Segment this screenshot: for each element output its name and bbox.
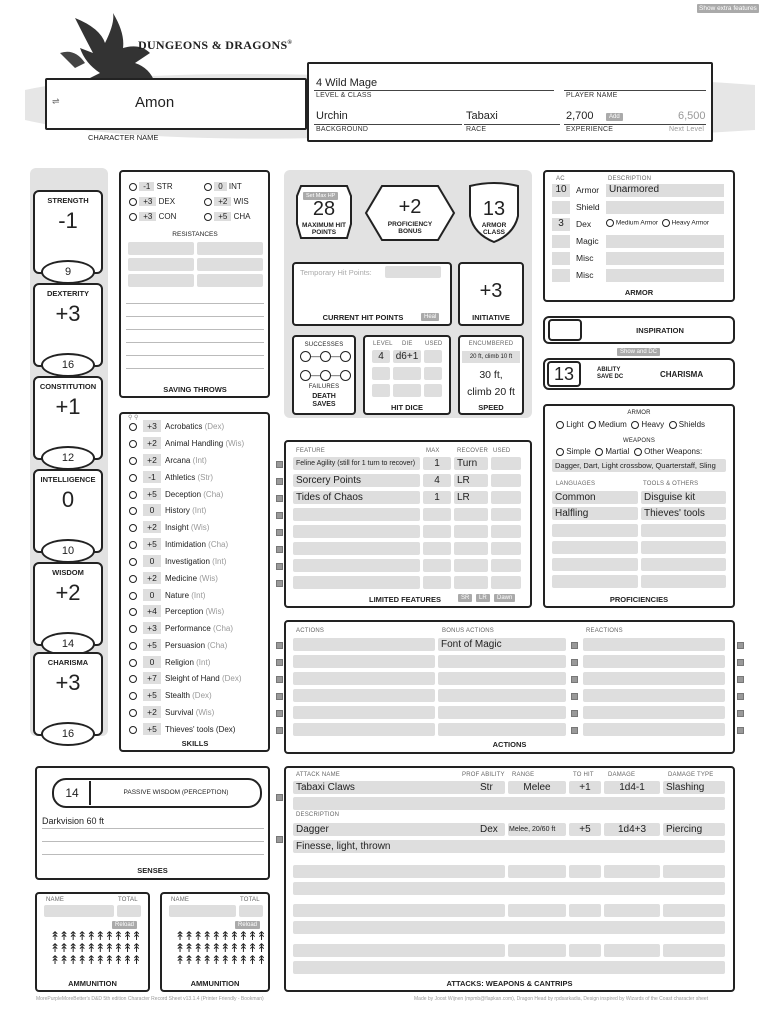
spell-dc-label: ABILITY SAVE DC [597,367,624,380]
weapon-list[interactable]: Dagger, Dart, Light crossbow, Quarterstaff, Sling [552,459,726,472]
reload-button-2[interactable]: Reload [235,921,260,929]
footer-right: Made by Joost Wijnen (mpmb@flapkan.com), Dragon Head by rpdsarkadia, Design inspired by Wizards of the Coast character sheet [414,996,709,1002]
skill-acrobatics[interactable]: +3 Acrobatics (Dex) [129,420,269,436]
skill-insight[interactable]: +2 Insight (Wis) [129,521,269,537]
skill-intimidation[interactable]: +5 Intimidation (Cha) [129,538,269,554]
initiative-label: INITIATIVE [472,313,510,322]
speed-label: SPEED [478,403,504,412]
senses-text[interactable]: Darkvision 60 ft [42,816,105,826]
speed-line1[interactable]: 30 ft, [479,369,503,381]
attack-2-description[interactable]: Finesse, light, thrown [293,840,725,853]
attacks-title: ATTACKS: WEAPONS & CANTRIPS [446,979,573,988]
name-toggle-icon[interactable]: ⇌ [52,96,60,106]
show-extra-features-button[interactable]: Show extra features [699,5,757,12]
inspiration-label: INSPIRATION [636,326,684,335]
skill-arcana[interactable]: +2 Arcana (Int) [129,454,269,470]
tool-2[interactable]: Thieves' tools [641,507,726,520]
failures-label: FAILURES [308,384,340,390]
arrow-icons-2[interactable]: ↟↟↟↟↟↟↟↟↟↟ ↟↟↟↟↟↟↟↟↟↟ ↟↟↟↟↟↟↟↟↟↟ [175,929,266,967]
logo-text: DUNGEONS & DRAGONS® [138,38,293,52]
race-label: RACE [466,126,487,133]
level-class-label: LEVEL & CLASS [316,92,372,99]
experience-label: EXPERIENCE [566,126,614,133]
senses-title: SENSES [137,866,168,875]
hit-dice-label: HIT DICE [390,403,424,412]
armor-class-label: ARMOR CLASS [481,222,507,236]
actions-title: ACTIONS [492,740,527,749]
ability-dexterity: DEXTERITY +3 16 [33,283,103,367]
speed-line2[interactable]: climb 20 ft [467,386,515,398]
successes-label: SUCCESSES [304,342,344,348]
saving-throws-title: SAVING THROWS [163,385,227,394]
add-experience-button[interactable]: Add [606,113,623,121]
skills-header-icons: ⚲ ⚲ [128,415,139,421]
save-str[interactable]: -1 STR [129,179,173,195]
success-checkboxes[interactable]: — — [300,351,351,362]
background-value[interactable]: Urchin [316,110,348,122]
max-hp-label: MAXIMUM HIT POINTS [301,222,347,236]
armor-title: ARMOR [624,288,654,297]
skill-history[interactable]: 0 History (Int) [129,504,269,520]
passive-perception-value[interactable]: 14 [55,781,91,805]
skill-performance[interactable]: +3 Performance (Cha) [129,622,269,638]
feature-1-name[interactable]: Feline Agility (still for 1 turn to recover) [293,457,420,470]
skill-nature[interactable]: 0 Nature (Int) [129,589,269,605]
current-hp-label: CURRENT HIT POINTS [322,313,404,322]
spell-dc-value[interactable]: 13 [547,361,581,387]
limited-features-title: LIMITED FEATURES [369,595,441,604]
death-saves-label: DEATH SAVES [312,393,336,408]
save-cha[interactable]: +5 CHA [204,209,250,225]
skill-stealth[interactable]: +5 Stealth (Dex) [129,689,269,705]
dawn-button[interactable]: Dawn [494,594,515,602]
save-dex[interactable]: +3 DEX [129,194,175,210]
temp-hp-label: Temporary Hit Points: [300,268,372,277]
skill-sleight-of-hand[interactable]: +7 Sleight of Hand (Dex) [129,672,269,688]
inspiration-checkbox[interactable] [548,319,582,341]
short-rest-button[interactable]: SR [458,594,472,602]
skill-medicine[interactable]: +2 Medicine (Wis) [129,572,269,588]
failure-checkboxes[interactable]: — — [300,370,351,381]
skill-persuasion[interactable]: +5 Persuasion (Cha) [129,639,269,655]
skill-investigation[interactable]: 0 Investigation (Int) [129,555,269,571]
reload-button-1[interactable]: Reload [112,921,137,929]
ability-wisdom: WISDOM +2 14 [33,562,103,646]
character-name-value[interactable]: Amon [135,94,175,111]
attack-1-name[interactable]: Tabaxi Claws [293,781,505,794]
encumbered-value[interactable]: 20 ft, climb 10 ft [462,351,520,363]
temp-hp-input[interactable] [385,266,441,278]
feature-3-name[interactable]: Tides of Chaos [293,491,420,504]
ability-constitution: CONSTITUTION +1 12 [33,376,103,460]
ammunition-title-2: AMMUNITION [190,979,240,988]
ability-charisma: CHARISMA +3 16 [33,652,103,736]
max-hp-value[interactable]: 28 [312,198,336,220]
hd-level-value[interactable]: 4 [372,350,390,363]
character-name-box [45,78,307,130]
ammunition-title-1: AMMUNITION [68,979,117,988]
proficiency-bonus-label: PROFICIENCY BONUS [387,221,433,235]
encumbered-label: ENCUMBERED [468,341,514,347]
level-class-value[interactable]: 4 Wild Mage [316,77,378,89]
race-value[interactable]: Tabaxi [466,110,498,122]
passive-perception-label: PASSIVE WISDOM (PERCEPTION) [123,789,229,796]
save-con[interactable]: +3 CON [129,209,176,225]
skill-athletics[interactable]: -1 Athletics (Str) [129,471,269,487]
language-1[interactable]: Common [552,491,638,504]
set-max-hp-button[interactable]: Set Max HP [303,192,338,200]
skill-survival[interactable]: +2 Survival (Wis) [129,706,269,722]
tool-1[interactable]: Disguise kit [641,491,726,504]
feature-2-name[interactable]: Sorcery Points [293,474,420,487]
skill-religion[interactable]: 0 Religion (Int) [129,656,269,672]
bonus-action-1[interactable]: Font of Magic [438,638,566,651]
footer-left: MorePurpleMoreBetter's D&D 5th edition Character Record Sheet v13.1.4 (Printer Friendly - Bookman) [36,996,264,1002]
language-2[interactable]: Halfling [552,507,638,520]
skill-animal-handling[interactable]: +2 Animal Handling (Wis) [129,437,269,453]
armor-class-value[interactable]: 13 [482,198,506,220]
heal-button[interactable]: Heal [421,313,439,321]
next-level-value: 6,500 [678,110,706,122]
attack-2-name[interactable]: Dagger [293,823,505,836]
skill-deception[interactable]: +5 Deception (Cha) [129,488,269,504]
character-name-label: CHARACTER NAME [88,133,159,142]
armor-prof-options[interactable]: Light Medium Heavy Shields [556,420,705,429]
arrow-icons-1[interactable]: ↟↟↟↟↟↟↟↟↟↟ ↟↟↟↟↟↟↟↟↟↟ ↟↟↟↟↟↟↟↟↟↟ [50,929,141,967]
weapon-prof-options[interactable]: Simple Martial Other Weapons: [556,447,702,456]
armor-description[interactable]: Unarmored [606,184,724,197]
next-level-label: Next Level [669,126,705,133]
proficiencies-title: PROFICIENCIES [609,595,669,604]
spell-dc-ability: CHARISMA [660,370,704,379]
resistances-label: RESISTANCES [172,231,218,238]
initiative-value[interactable]: +3 [479,280,503,302]
skill-thieves-tools[interactable]: +5 Thieves' tools (Dex) [129,723,269,739]
skill-perception[interactable]: +4 Perception (Wis) [129,605,269,621]
background-label: BACKGROUND [316,126,369,133]
show-dc-button[interactable]: Show and DC [617,348,660,356]
ability-intelligence: INTELLIGENCE 0 10 [33,469,103,553]
long-rest-button[interactable]: LR [476,594,490,602]
save-wis[interactable]: +2 WIS [204,194,249,210]
skills-title: SKILLS [181,739,209,748]
save-int[interactable]: 0 INT [204,179,242,195]
player-name-label: PLAYER NAME [566,92,618,99]
experience-value[interactable]: 2,700 [566,110,594,122]
ability-strength: STRENGTH -1 9 [33,190,103,274]
hd-die-value[interactable]: d6+1 [393,350,421,363]
proficiency-bonus-value[interactable]: +2 [398,196,422,218]
